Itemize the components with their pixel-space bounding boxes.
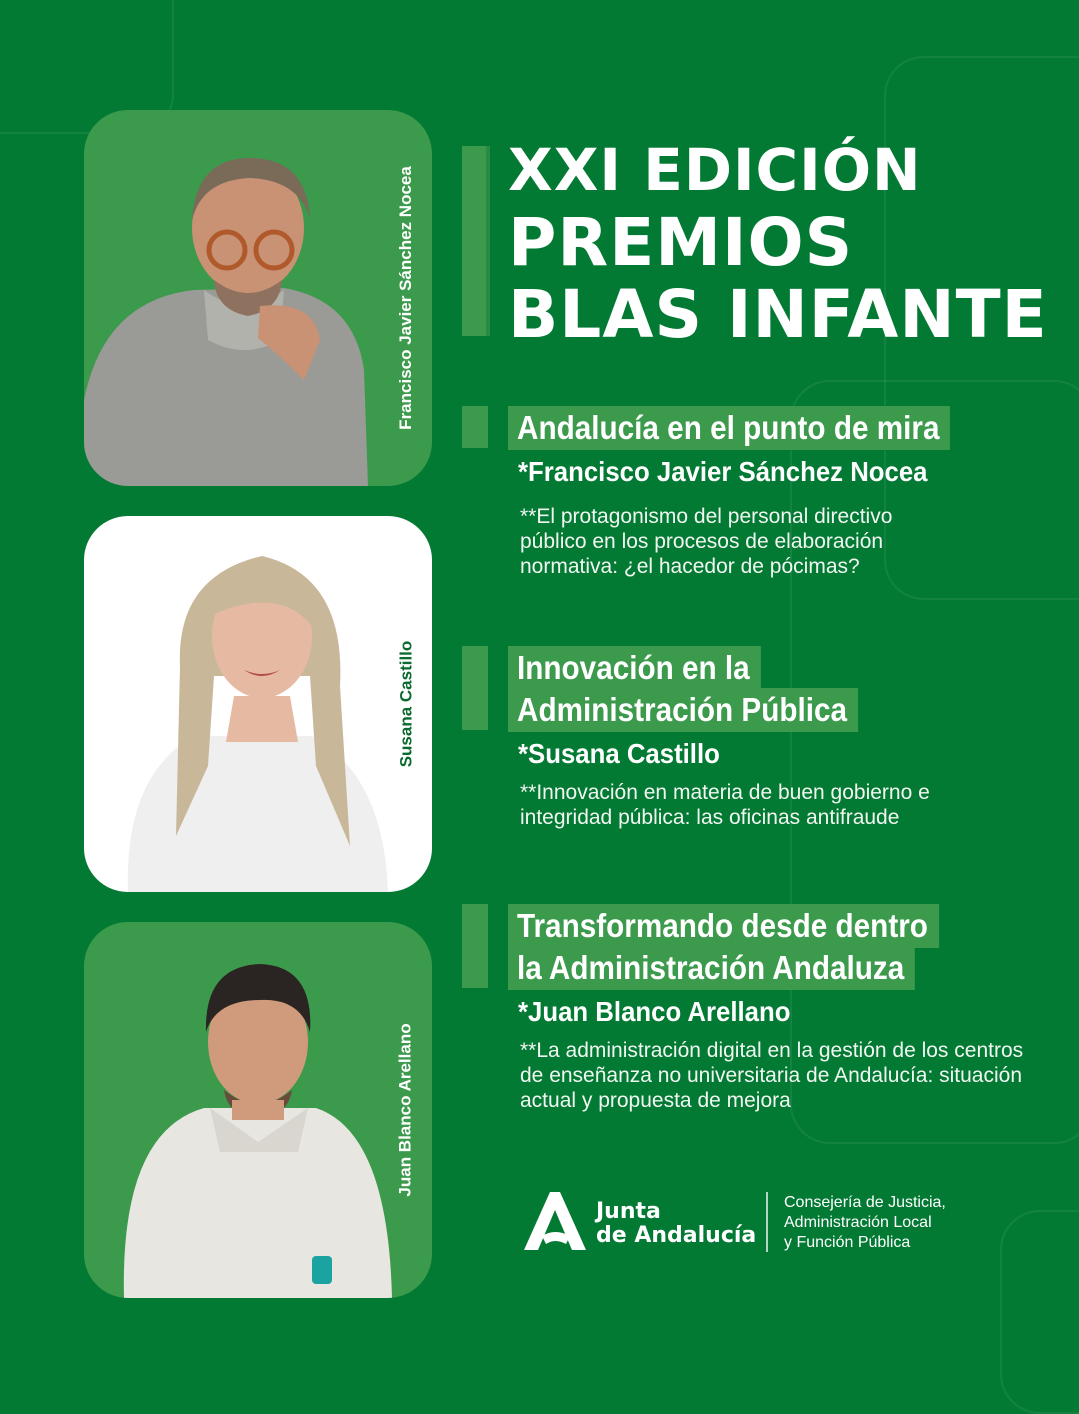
title-line-2: PREMIOS (508, 204, 854, 281)
title-line-3: BLAS INFANTE (508, 276, 1048, 353)
section-accent-bar (462, 904, 488, 988)
section-heading: Administración Pública (508, 688, 858, 732)
title-line-1: XXI EDICIÓN (508, 136, 922, 204)
junta-andalucia-logo-icon (520, 1188, 590, 1252)
background-decoration (1000, 1210, 1079, 1414)
photo-card-castillo (84, 516, 432, 892)
vertical-name-label (386, 516, 426, 892)
dept-line-1: Consejería de Justicia, (784, 1194, 946, 1211)
title-accent-bar (486, 146, 490, 336)
department-name (784, 1193, 946, 1253)
section-heading: la Administración Andaluza (508, 946, 915, 990)
footer-divider (766, 1192, 768, 1252)
vertical-name-label (386, 110, 426, 486)
background-decoration (790, 380, 1079, 1144)
section-author: *Susana Castillo (518, 738, 720, 769)
section-accent-bar (462, 646, 488, 730)
portrait-photo-sanchez-nocea (84, 110, 432, 486)
name-text: Juan Blanco Arellano (396, 1023, 415, 1197)
logo-text (596, 1200, 756, 1248)
section-description: **Innovación en materia de buen gobierno e integridad pública: las oficinas antifraude (520, 781, 930, 829)
dept-line-3: y Función Pública (784, 1234, 911, 1251)
section-description: **El protagonismo del personal directivo público en los procesos de elaboración normativa: ¿el hacedor de pócimas? (520, 505, 893, 578)
logo-line-1: Junta (596, 1199, 661, 1224)
name-text: Francisco Javier Sánchez Nocea (396, 166, 416, 430)
dept-line-2: Administración Local (784, 1214, 932, 1231)
section-accent-bar (462, 406, 488, 448)
name-text: Susana Castillo (396, 640, 416, 768)
section-description: **La administración digital en la gestión de los centros de enseñanza no universitaria de Andalucía: situación actual y propuesta de mejora (520, 1039, 1024, 1112)
section-author: *Juan Blanco Arellano (518, 996, 791, 1027)
title-accent-bar (462, 146, 486, 336)
logo-line-2: de Andalucía (596, 1223, 757, 1248)
section-heading: Andalucía en el punto de mira (508, 406, 950, 450)
section-heading: Transformando desde dentro (508, 904, 939, 948)
photo-card-blanco-arellano (84, 922, 432, 1298)
portrait-photo-blanco-arellano (84, 922, 432, 1298)
portrait-photo-castillo (84, 516, 432, 892)
section-author: *Francisco Javier Sánchez Nocea (518, 456, 928, 487)
section-heading: Innovación en la (508, 646, 761, 690)
vertical-name-label (386, 922, 426, 1298)
photo-card-sanchez-nocea (84, 110, 432, 486)
